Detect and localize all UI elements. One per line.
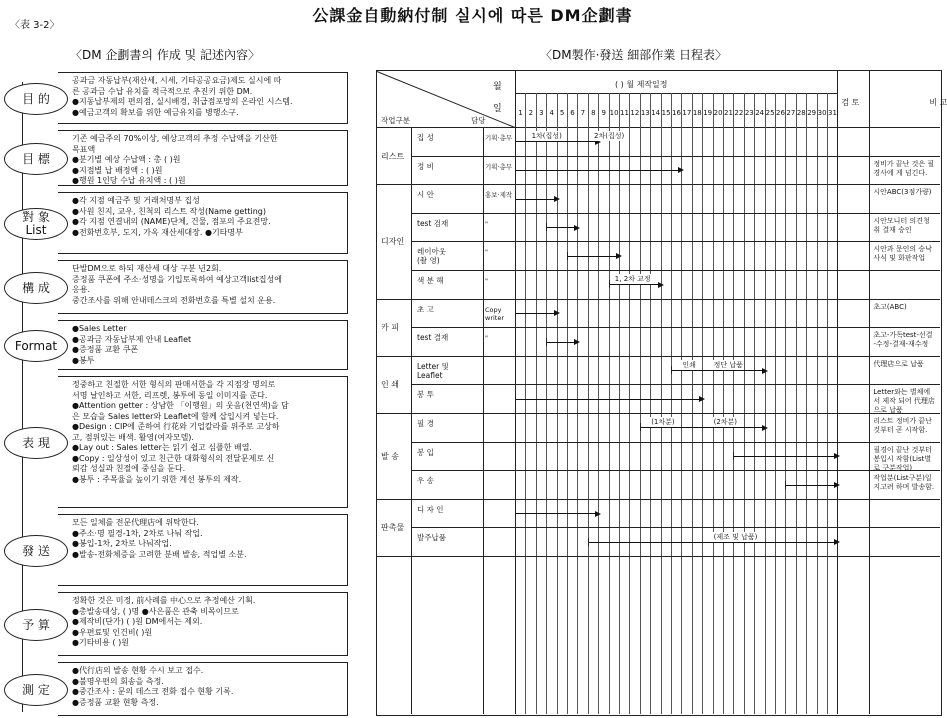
row-line bbox=[411, 327, 940, 328]
schedule-arrowhead bbox=[762, 368, 768, 374]
day-number: 22 bbox=[734, 109, 744, 117]
plan-section-label: 目 標 bbox=[4, 143, 68, 175]
day-column-line bbox=[744, 93, 745, 714]
day-column-line bbox=[775, 93, 776, 714]
gantt-column-line bbox=[837, 71, 838, 714]
task-remark: 리스트 정비가 끝난 것부터 곧 시작함. bbox=[873, 417, 932, 434]
schedule-arrowhead bbox=[554, 196, 560, 202]
task-owner: Copy writer bbox=[485, 305, 505, 322]
plan-section-line: 서명 날인하고 서한, 리프렛, 봉투에 동일 이미지를 준다. bbox=[72, 390, 268, 400]
schedule-bar-label: (1차분) bbox=[651, 418, 675, 427]
task-name: 집 성 bbox=[417, 133, 434, 142]
gantt-column-line bbox=[411, 127, 412, 714]
task-owner: " bbox=[485, 219, 488, 228]
right-heading: 〈DM製作·發送 細部作業 日程表〉 bbox=[540, 48, 728, 62]
task-remark: 초고(ABC) bbox=[873, 302, 907, 311]
schedule-tick bbox=[733, 452, 734, 460]
group-line bbox=[377, 184, 940, 185]
plan-section-content bbox=[58, 514, 348, 586]
task-owner: 홍보·제작 bbox=[485, 191, 513, 200]
day-column-line bbox=[557, 93, 558, 714]
schedule-tick bbox=[546, 338, 547, 346]
day-number: 10 bbox=[609, 109, 619, 117]
day-column-line bbox=[733, 93, 734, 714]
plan-section-line: ●중간조사 : 문의 데스크 전화 접수 현황 기록. bbox=[72, 687, 234, 696]
day-column-line bbox=[671, 93, 672, 714]
plan-section-line: ●봉입-1차, 2차로 나눠작업. bbox=[72, 539, 172, 548]
day-number: 18 bbox=[692, 109, 702, 117]
plan-section-line: 뢰감 성실과 친절에 중심을 둔다. bbox=[72, 464, 186, 473]
day-number: 6 bbox=[570, 109, 575, 117]
day-column-line bbox=[723, 93, 724, 714]
plan-section-line: ●불명우편의 회송을 측정. bbox=[72, 676, 164, 686]
schedule-tick bbox=[567, 252, 568, 260]
plan-section-line: ●사원 친지, 교우, 친척의 리스트 작성(Name getting) bbox=[72, 206, 267, 216]
plan-section-line: ●제작비(단가) ( )원 DM에서는 제외. bbox=[72, 617, 203, 626]
day-column-line bbox=[754, 93, 755, 714]
group-name: 판촉물 bbox=[381, 523, 405, 533]
plan-section-line: 응용. bbox=[72, 285, 90, 294]
task-owner: 기획·총무 bbox=[485, 134, 513, 142]
schedule-bar bbox=[733, 456, 835, 457]
day-column-line bbox=[765, 93, 766, 714]
task-name: 우 송 bbox=[417, 476, 434, 486]
gantt-chart bbox=[376, 70, 947, 716]
plan-section-line: 증정품 쿠폰에 주소·성명을 기입토록하여 예상고객list집성에 bbox=[72, 274, 282, 284]
day-column-line bbox=[681, 93, 682, 714]
plan-section-line: 중간조사를 위해 안내데스크의 전화번호를 특별 설치 운용. bbox=[72, 295, 276, 305]
task-name: test 검재 bbox=[417, 218, 449, 228]
task-remark: Letter와는 별체에서 제작 되어 代理店으로 납품 bbox=[873, 388, 935, 415]
plan-section-line: ●각 지점 연결내의 (NAME)단체, 건물, 점포의 주요전망. bbox=[72, 217, 271, 226]
plan-section-line: ●각 지점 예금주 및 거래처명부 집성 bbox=[72, 196, 200, 205]
day-number: 1 bbox=[518, 109, 523, 117]
schedule-tick bbox=[515, 137, 516, 145]
schedule-arrowhead bbox=[616, 253, 622, 259]
plan-section-line: ●증정품 교환 쿠폰 bbox=[72, 345, 139, 354]
gantt-header-line bbox=[515, 93, 837, 94]
day-column-line bbox=[525, 93, 526, 714]
plan-section-line: ●주소·명 필경-1차, 2차로 나눠 작업. bbox=[72, 528, 203, 538]
day-column-line bbox=[577, 93, 578, 714]
day-column-line bbox=[640, 93, 641, 714]
schedule-bar-label: 인쇄 bbox=[682, 361, 696, 370]
day-column-line bbox=[609, 93, 610, 714]
task-name: 봉 투 bbox=[417, 390, 434, 400]
plan-section-content bbox=[58, 130, 348, 186]
plan-section-line: ●Attention getter : 상남한 「이행원」의 웃음(천연색)을 담 bbox=[72, 401, 289, 410]
day-column-line bbox=[796, 93, 797, 714]
day-number: 20 bbox=[713, 109, 723, 117]
group-line bbox=[377, 356, 940, 357]
plan-section-line: ●Lay out : Sales letter는 읽기 쉽고 심플한 배열. bbox=[72, 443, 252, 452]
day-number: 17 bbox=[682, 109, 692, 117]
plan-section-line: ●지동납부제의 편의점, 실시배경, 취급점포망의 온라인 시스템. bbox=[72, 97, 293, 106]
schedule-tick bbox=[515, 395, 516, 403]
plan-section-content bbox=[58, 260, 348, 314]
schedule-bar bbox=[515, 399, 700, 400]
day-column-line bbox=[806, 93, 807, 714]
day-column-line bbox=[536, 93, 537, 714]
schedule-bar bbox=[515, 313, 555, 314]
day-number: 2 bbox=[528, 109, 534, 117]
header-schedule: ( ) 월 제작일정 bbox=[615, 80, 668, 89]
task-remark: 정비가 끝난 것은 필경사에 게 넘긴다. bbox=[873, 159, 935, 177]
task-name: 레이아웃 (촬 영) bbox=[417, 247, 446, 266]
plan-section-line: ●전화번호부, 도지, 가옥 재산세대장. ●기타명부 bbox=[72, 227, 243, 237]
day-number: 7 bbox=[580, 109, 586, 117]
plan-section-line: 공과금 자동납부(재산세, 시세, 기타공공요금)제도 실시에 따 bbox=[72, 76, 282, 85]
day-column-line bbox=[546, 93, 547, 714]
plan-section-line: ●분기별 예상 수납액 : 총 ( )원 bbox=[72, 155, 181, 164]
task-name: 발주납품 bbox=[417, 533, 446, 543]
schedule-bar bbox=[546, 227, 575, 228]
day-number: 4 bbox=[549, 109, 554, 117]
row-line bbox=[411, 442, 940, 443]
schedule-bar bbox=[785, 485, 835, 486]
schedule-arrowhead bbox=[574, 339, 580, 345]
plan-section-label: 測 定 bbox=[4, 674, 68, 706]
schedule-arrowhead bbox=[762, 425, 768, 431]
day-column-line bbox=[619, 93, 620, 714]
day-number: 13 bbox=[640, 109, 650, 117]
schedule-bar bbox=[515, 141, 596, 142]
day-number: 5 bbox=[559, 109, 565, 117]
task-remark: 초고-가독test-선결 -수정-결재-재수정 bbox=[873, 331, 933, 349]
schedule-arrowhead bbox=[678, 167, 684, 173]
schedule-tick bbox=[515, 509, 516, 517]
task-name: 초 고 bbox=[417, 304, 434, 314]
day-column-line bbox=[817, 93, 818, 714]
left-heading: 〈DM 企劃書의 作成 및 記述內容〉 bbox=[70, 48, 261, 62]
plan-section-line: 정중하고 친절한 서한 형식의 판매서한을 각 지점장 명의로 bbox=[72, 380, 276, 389]
plan-section-line: 단발DM으로 하되 재산세 대상 구분 년2회. bbox=[72, 264, 222, 273]
task-name: Letter 및 Leaflet bbox=[417, 361, 449, 380]
schedule-tick bbox=[785, 481, 786, 489]
day-number: 25 bbox=[765, 109, 775, 117]
schedule-tick bbox=[546, 223, 547, 231]
task-name: 정 비 bbox=[417, 161, 434, 171]
plan-section-content bbox=[58, 376, 348, 508]
plan-section-label: 目 的 bbox=[4, 83, 68, 115]
schedule-arrowhead bbox=[595, 511, 601, 517]
task-name: 디 자 인 bbox=[417, 504, 444, 514]
plan-section-line: 기존 예금주의 70%이상, 예상고객의 추정 수납액을 기산한 bbox=[72, 134, 278, 143]
day-column-line bbox=[827, 93, 828, 714]
day-number: 27 bbox=[786, 109, 796, 117]
schedule-bar-label: 2차(집성) bbox=[594, 132, 625, 141]
day-column-line bbox=[598, 93, 599, 714]
plan-section-content bbox=[58, 662, 348, 716]
group-name: 발 송 bbox=[381, 451, 399, 461]
plan-section-line: ●총발송대상, ( )명 ●사은품은 관축 비목이므로 bbox=[72, 606, 239, 616]
gantt-column-line bbox=[483, 127, 484, 714]
schedule-bar bbox=[588, 542, 836, 543]
plan-section-line: ●Sales Letter bbox=[72, 324, 127, 333]
day-number: 29 bbox=[807, 109, 817, 117]
header-month: 월 bbox=[493, 82, 502, 92]
plan-section-line: ●봉투 : 주목율을 높이기 위한 계선 봉투의 제작. bbox=[72, 474, 242, 484]
day-column-line bbox=[713, 93, 714, 714]
plan-section-line: ●공과금 자동납부제 안내 Leaflet bbox=[72, 334, 192, 344]
plan-section-content bbox=[58, 192, 348, 254]
task-name: 봉 입 bbox=[417, 447, 434, 457]
day-number: 9 bbox=[601, 109, 606, 117]
day-column-line bbox=[692, 93, 693, 714]
task-remark: 代理店으로 납품 bbox=[873, 359, 924, 368]
schedule-bar bbox=[609, 284, 659, 285]
schedule-tick bbox=[515, 195, 516, 203]
day-column-line bbox=[785, 93, 786, 714]
day-number: 28 bbox=[796, 109, 806, 117]
row-line bbox=[411, 213, 940, 214]
task-owner: " bbox=[485, 248, 488, 257]
schedule-tick bbox=[640, 423, 641, 431]
schedule-bar-label: (제조 및 납품) bbox=[713, 532, 758, 541]
group-line bbox=[377, 299, 940, 300]
plan-section-content bbox=[58, 320, 348, 370]
schedule-bar-label: (2차분) bbox=[713, 418, 738, 427]
schedule-tick bbox=[609, 280, 610, 288]
day-number: 30 bbox=[817, 109, 827, 117]
task-owner: " bbox=[485, 277, 488, 285]
dm-plan-panel bbox=[0, 72, 355, 718]
day-number: 11 bbox=[620, 109, 629, 117]
header-review: 검 토 bbox=[841, 98, 860, 107]
day-number: 23 bbox=[744, 109, 754, 117]
gantt-column-line bbox=[869, 71, 870, 714]
plan-section-label: 發 送 bbox=[4, 535, 68, 567]
task-remark: 시안모니터 의견청취 결재 승인 bbox=[873, 216, 930, 234]
header-work-category: 작업구분 bbox=[381, 116, 410, 125]
day-number: 15 bbox=[661, 109, 671, 117]
day-column-line bbox=[650, 93, 651, 714]
page-title: 公課金自動納付制 실시에 따른 DM企劃書 bbox=[312, 6, 633, 25]
task-name: test 결재 bbox=[417, 333, 449, 343]
plan-section-line: ●발송-전화체증을 고려한 분배 발송, 적업별 소분. bbox=[72, 549, 247, 559]
row-line bbox=[411, 241, 940, 242]
schedule-arrowhead bbox=[574, 225, 580, 231]
day-number: 8 bbox=[591, 109, 596, 117]
schedule-bar bbox=[546, 342, 575, 343]
plan-section-label: 構 成 bbox=[4, 272, 68, 304]
task-name: 필 경 bbox=[417, 419, 434, 428]
group-line bbox=[377, 413, 940, 414]
day-column-line bbox=[588, 93, 589, 714]
schedule-tick bbox=[588, 538, 589, 546]
group-name: 인 쇄 bbox=[381, 380, 399, 390]
row-line bbox=[411, 156, 940, 157]
schedule-tick bbox=[515, 166, 516, 174]
row-line bbox=[411, 527, 940, 528]
schedule-bar bbox=[515, 513, 596, 514]
plan-section-line: 모든 일체를 전문代理店에 위탁한다. bbox=[72, 518, 199, 527]
schedule-arrowhead bbox=[554, 310, 560, 316]
task-remark: 필경이 끝난 것부터 봉입시 작함(List별로 구분작업) bbox=[873, 445, 932, 472]
row-line bbox=[411, 384, 940, 385]
header-owner: 담당 bbox=[471, 116, 486, 125]
group-line bbox=[377, 499, 940, 500]
day-number: 16 bbox=[672, 109, 681, 117]
day-number: 26 bbox=[776, 109, 785, 117]
schedule-tick bbox=[515, 309, 516, 317]
group-name: 디자인 bbox=[381, 237, 405, 247]
day-number: 19 bbox=[703, 109, 713, 117]
plan-section-line: ●증정품 교환 현황 측정. bbox=[72, 697, 159, 707]
day-column-line bbox=[629, 93, 630, 714]
plan-section-content bbox=[58, 592, 348, 656]
schedule-bar bbox=[515, 170, 679, 171]
schedule-bar bbox=[671, 370, 763, 371]
schedule-bar bbox=[567, 256, 617, 257]
schedule-bar-label: 1차(집성) bbox=[531, 132, 562, 141]
plan-section-line: ●예금고객의 확보를 위한 예금유치를 병행소구. bbox=[72, 107, 239, 117]
plan-section-line: ●우편료및 인건비( )원 bbox=[72, 627, 153, 637]
schedule-bar-label: 1, 2차 교정 bbox=[614, 275, 651, 284]
task-remark: 시안과 문인의 승낙 사식 및 화판작업 bbox=[873, 245, 932, 263]
group-line bbox=[377, 556, 940, 557]
schedule-arrowhead bbox=[834, 453, 840, 459]
day-column-line bbox=[702, 93, 703, 714]
plan-section-line: ●지점별 납 배정액 : ( )원 bbox=[72, 165, 163, 175]
schedule-arrowhead bbox=[834, 482, 840, 488]
group-name: 카 피 bbox=[381, 323, 399, 333]
day-number: 3 bbox=[539, 109, 544, 117]
schedule-tick bbox=[671, 366, 672, 374]
plan-section-line: 은 모습을 Sales letter와 Leaflet에 함께 삽입시켜 넣는다. bbox=[72, 411, 279, 421]
schedule-arrowhead bbox=[658, 282, 664, 288]
plan-section-line: ●Copy : 일상성이 있고 친근한 대화형식의 전달문제로 신 bbox=[72, 453, 275, 463]
plan-section-line: 고, 점위있는 배색. 활영(여자모델). bbox=[72, 432, 194, 442]
schedule-bar bbox=[515, 199, 555, 200]
table-number: 〈表 3-2〉 bbox=[10, 20, 60, 31]
plan-section-line: ●Design : CIP에 준하여 行花와 기업칼라를 위주로 고상하 bbox=[72, 422, 280, 431]
task-name: 색 분 해 bbox=[417, 276, 444, 285]
day-number: 24 bbox=[755, 109, 765, 117]
task-owner: 기획·총무 bbox=[485, 162, 513, 171]
task-remark: 작업분(List구분)일지고려 하며 발송함. bbox=[873, 474, 935, 492]
plan-section-label: 對 象 List bbox=[4, 208, 68, 240]
gantt-header-line bbox=[377, 127, 940, 128]
day-number: 31 bbox=[828, 109, 837, 117]
schedule-bar-label: 정단 납품 bbox=[713, 361, 743, 370]
row-line bbox=[411, 470, 940, 471]
schedule-arrowhead bbox=[699, 396, 705, 402]
group-name: 리스트 bbox=[381, 151, 405, 161]
plan-section-line: 목표액 bbox=[72, 144, 96, 154]
plan-section-line: 정확한 것은 미정, 前사례를 中心으로 추정예산 기획. bbox=[72, 596, 256, 605]
row-line bbox=[411, 270, 940, 271]
plan-section-label: Format bbox=[4, 330, 68, 362]
day-column-line bbox=[661, 93, 662, 714]
plan-section-line: ●代行店의 발송 현황 수시 보고 접수. bbox=[72, 666, 204, 675]
plan-section-line: ●기타비용 ( )원 bbox=[72, 638, 129, 647]
plan-section-line: ●봉투 bbox=[72, 355, 95, 365]
plan-section-content bbox=[58, 72, 348, 124]
header-day: 일 bbox=[493, 104, 502, 114]
schedule-bar bbox=[640, 427, 763, 428]
header-remarks: 비 고 bbox=[929, 98, 947, 107]
day-number: 21 bbox=[724, 109, 733, 117]
task-name: 시 안 bbox=[417, 190, 434, 200]
plan-section-label: 予 算 bbox=[4, 609, 68, 641]
day-number: 12 bbox=[630, 109, 640, 117]
task-remark: 시안ABC(3점가량) bbox=[873, 188, 932, 197]
task-owner: " bbox=[485, 334, 488, 343]
plan-section-line: ●행원 1인당 수납 유치액 : ( )원 bbox=[72, 176, 186, 185]
schedule-arrowhead bbox=[834, 539, 840, 545]
day-number: 14 bbox=[651, 109, 661, 117]
day-column-line bbox=[567, 93, 568, 714]
plan-section-line: 른 공과금 수납 유치를 적극적으로 추진키 위한 DM. bbox=[72, 86, 253, 96]
plan-section-label: 表 現 bbox=[4, 427, 68, 459]
